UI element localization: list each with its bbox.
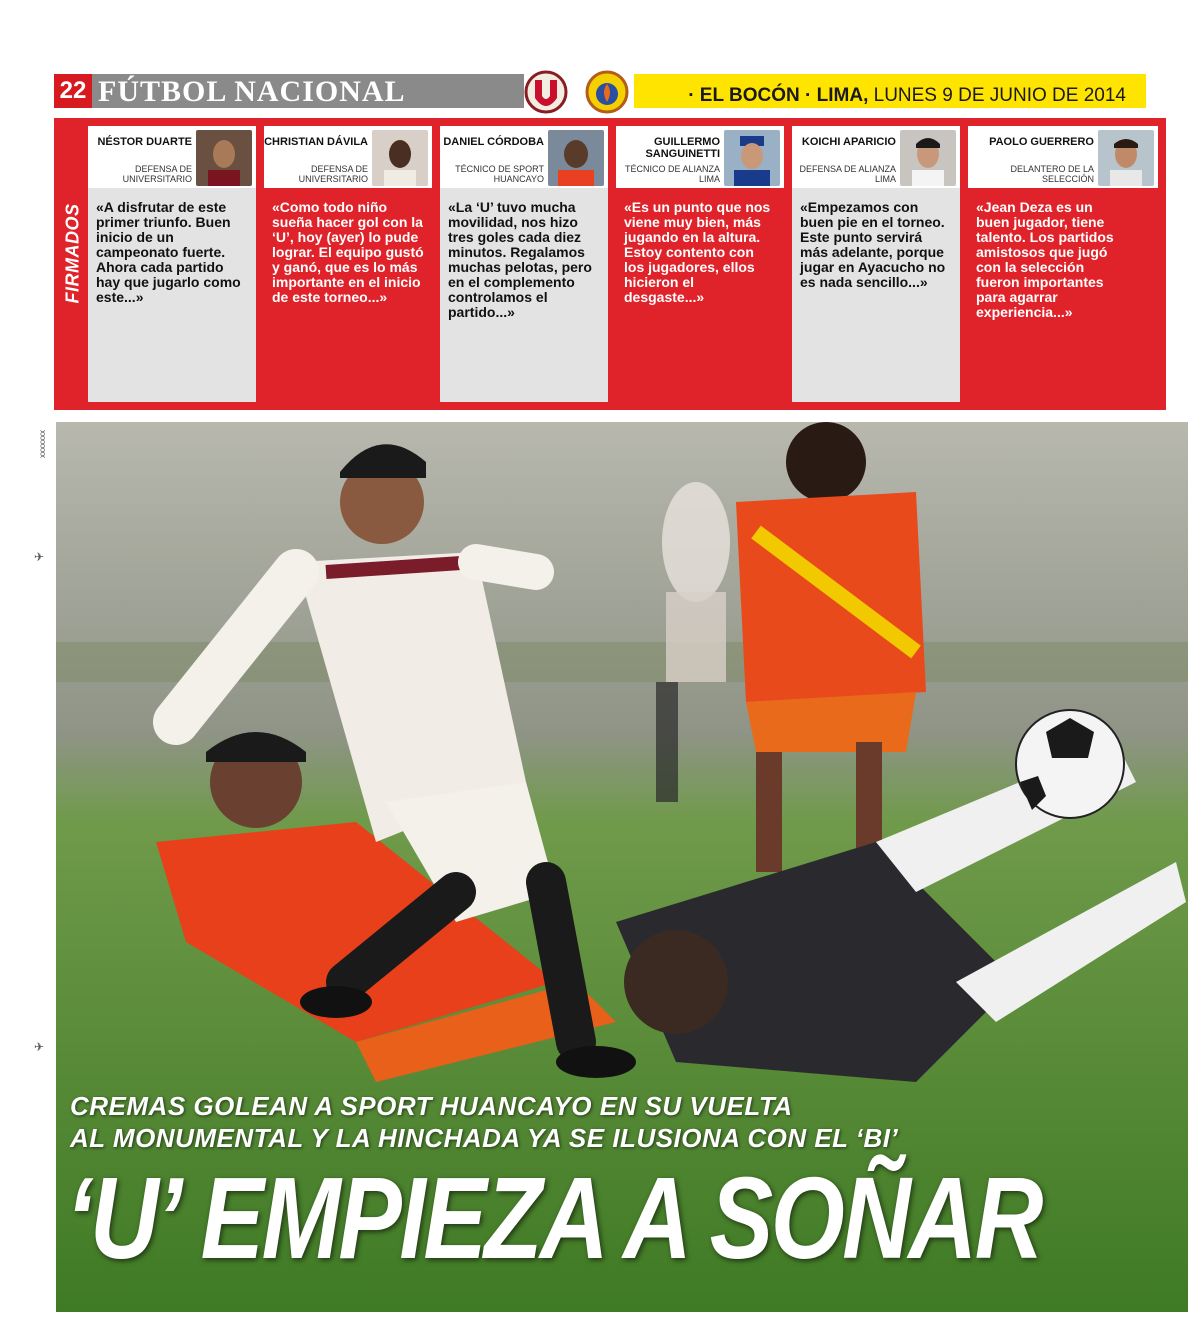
author-photo xyxy=(548,130,604,186)
quote-card-body xyxy=(440,188,608,402)
subhead-line-2: AL MONUMENTAL Y LA HINCHADA YA SE ILUSIONA CON EL ‘BI’ xyxy=(70,1123,899,1153)
quote-card-body xyxy=(968,188,1158,402)
quote-card xyxy=(616,126,784,402)
quote-author-role: TÉCNICO DE SPORT HUANCAYO xyxy=(455,164,544,184)
quote-card xyxy=(88,126,256,402)
quote-text: «Jean Deza es un buen jugador, tiene talento. Los partidos amistosos que jugó con la selección fueron importantes para agarrar experiencia...» xyxy=(976,199,1114,320)
author-photo xyxy=(1098,130,1154,186)
page-header xyxy=(54,70,1154,110)
quote-card xyxy=(264,126,432,402)
publication-date xyxy=(688,78,1126,112)
quote-card-header xyxy=(88,126,256,188)
quote-text: «A disfrutar de este primer triunfo. Buen inicio de un campeonato fuerte. Ahora cada partido hay que jugarlo como este...» xyxy=(96,199,241,305)
quote-card-body xyxy=(88,188,256,402)
quote-author-name: NÉSTOR DUARTE xyxy=(97,136,192,148)
quote-card xyxy=(440,126,608,402)
firmados-sidebar xyxy=(54,118,86,410)
author-photo xyxy=(372,130,428,186)
quote-text: «Es un punto que nos viene muy bien, más jugando en la altura. Estoy contento con los jugadores, ellos hicieron el desgaste...» xyxy=(624,199,771,305)
firmados-section xyxy=(54,118,1166,410)
quote-author-role: DEFENSA DE ALIANZA LIMA xyxy=(799,164,896,184)
quote-card-header xyxy=(792,126,960,188)
firmados-label: FIRMADOS xyxy=(62,203,83,304)
author-photo xyxy=(900,130,956,186)
quote-author-name: DANIEL CÓRDOBA xyxy=(443,136,544,148)
quote-text: «La ‘U’ tuvo mucha movilidad, nos hizo tres goles cada diez minutos. Regalamos muchas pelotas, pero en el complemento controlamos el partido...» xyxy=(448,199,592,320)
quote-text: «Como todo niño sueña hacer gol con la ‘U’, hoy (ayer) lo pude lograr. El equipo gustó y ganó, que es lo más importante en el inicio de este torneo...» xyxy=(272,199,424,305)
story-headline: ‘U’ EMPIEZA A SOÑAR xyxy=(66,1153,1041,1283)
quote-author-role: DEFENSA DE UNIVERSITARIO xyxy=(122,164,192,184)
crop-mark: ✈ xyxy=(34,1040,45,1054)
section-title: FÚTBOL NACIONAL xyxy=(98,75,406,108)
quote-card-body xyxy=(616,188,784,402)
header-yellow-bar xyxy=(634,74,1146,108)
quote-author-name: PAOLO GUERRERO xyxy=(989,136,1094,148)
quote-author-role: TÉCNICO DE ALIANZA LIMA xyxy=(624,164,720,184)
quote-card-header xyxy=(616,126,784,188)
quote-card-body xyxy=(792,188,960,402)
quote-card xyxy=(792,126,960,402)
crop-mark: ✈ xyxy=(34,550,45,564)
quote-author-role: DELANTERO DE LA SELECCIÓN xyxy=(1010,164,1094,184)
publication-name: · EL BOCÓN · LIMA, xyxy=(688,85,869,106)
subhead-line-1: CREMAS GOLEAN A SPORT HUANCAYO EN SU VUELTA xyxy=(70,1091,793,1121)
quote-card-header xyxy=(440,126,608,188)
page-number: 22 xyxy=(54,74,92,108)
quote-card-header xyxy=(968,126,1158,188)
quote-card-header xyxy=(264,126,432,188)
quote-text: «Empezamos con buen pie en el torneo. Este punto servirá más adelante, porque jugar en Ayacucho no es nada sencillo...» xyxy=(800,199,946,290)
quote-author-name: CHRISTIAN DÁVILA xyxy=(264,136,368,148)
story-subhead xyxy=(70,1090,898,1154)
quote-card xyxy=(968,126,1158,402)
author-photo xyxy=(724,130,780,186)
quote-author-name: KOICHI APARICIO xyxy=(801,136,896,148)
quote-card-body xyxy=(264,188,432,402)
universitario-logo xyxy=(514,70,578,114)
sport-huancayo-logo xyxy=(576,70,638,114)
quote-author-role: DEFENSA DE UNIVERSITARIO xyxy=(298,164,368,184)
date-text: LUNES 9 DE JUNIO DE 2014 xyxy=(873,85,1126,106)
author-photo xyxy=(196,130,252,186)
photo-credit: xxxxxxx xyxy=(38,430,47,458)
quote-author-name: GUILLERMO SANGUINETTI xyxy=(645,136,720,160)
